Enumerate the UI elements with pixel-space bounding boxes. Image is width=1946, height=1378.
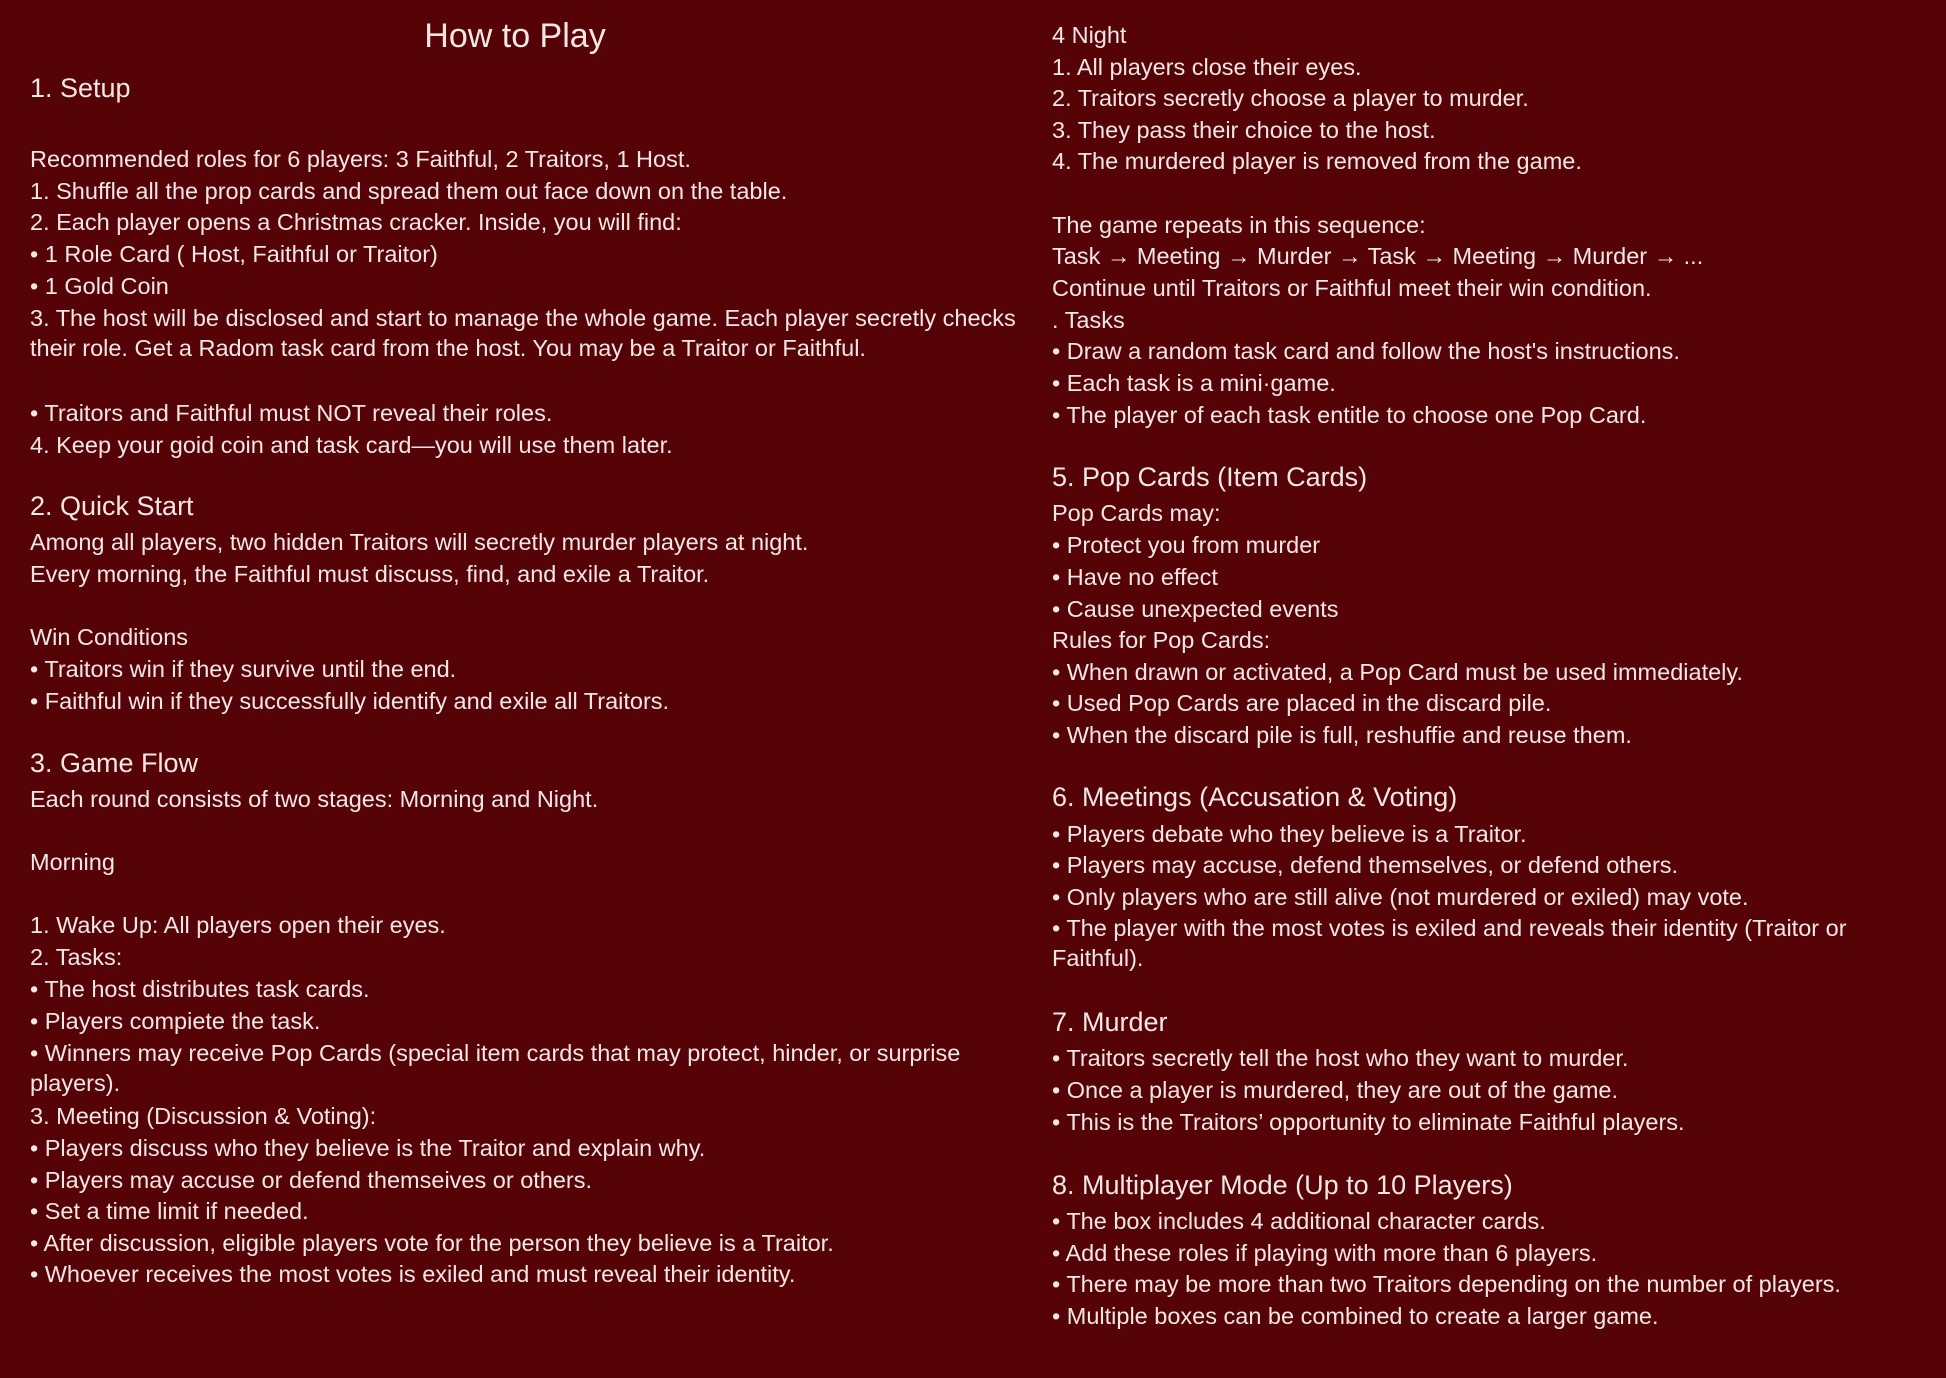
section-heading: 7. Murder xyxy=(1052,1007,1168,1037)
text-line: • This is the Traitors’ opportunity to eliminate Faithful players. xyxy=(1052,1109,1685,1135)
text-line: • There may be more than two Traitors depending on the number of players. xyxy=(1052,1271,1841,1297)
text-line: The game repeats in this sequence: xyxy=(1052,212,1426,238)
section-heading: 3. Game Flow xyxy=(30,748,199,778)
text-line: • Traitors and Faithful must NOT reveal their roles. xyxy=(30,400,553,426)
text-line: 2. Tasks: xyxy=(30,944,123,970)
text-line: Pop Cards may: xyxy=(1052,500,1221,526)
text-line: • Whoever receives the most votes is exiled and must reveal their identity. xyxy=(30,1261,796,1287)
text-line: 1. All players close their eyes. xyxy=(1052,54,1362,80)
text-line: • When the discard pile is full, reshuffie and reuse them. xyxy=(1052,722,1632,748)
text-line: • Each task is a mini·game. xyxy=(1052,370,1336,396)
text-line: • Traitors secretly tell the host who they want to murder. xyxy=(1052,1045,1629,1071)
text-line: • Players debate who they believe is a Traitor. xyxy=(1052,821,1527,847)
text-line: • Faithful win if they successfully identify and exile all Traitors. xyxy=(30,688,670,714)
text-line: • Used Pop Cards are placed in the discard pile. xyxy=(1052,690,1552,716)
text-line: • The player of each task entitle to choose one Pop Card. xyxy=(1052,402,1647,428)
text-line: Rules for Pop Cards: xyxy=(1052,627,1271,653)
text-line: Recommended roles for 6 players: 3 Faithful, 2 Traitors, 1 Host. xyxy=(30,146,691,172)
section-heading: 5. Pop Cards (Item Cards) xyxy=(1052,462,1368,492)
text-line: 4. Keep your goid coin and task card—you will use them later. xyxy=(30,432,673,458)
text-line: • 1 Gold Coin xyxy=(30,273,169,299)
text-line: . Tasks xyxy=(1052,307,1125,333)
page-title: How to Play xyxy=(424,17,606,55)
text-line: • Draw a random task card and follow the host's instructions. xyxy=(1052,338,1680,364)
text-line: 1. Wake Up: All players open their eyes. xyxy=(30,912,446,938)
text-line: • Have no effect xyxy=(1052,564,1218,590)
text-line: Win Conditions xyxy=(30,624,189,650)
text-line: • Players discuss who they believe is the Traitor and explain why. xyxy=(30,1135,706,1161)
text-line: 4. The murdered player is removed from the game. xyxy=(1052,148,1582,174)
text-line: • When drawn or activated, a Pop Card must be used immediately. xyxy=(1052,659,1743,685)
text-line: • Set a time limit if needed. xyxy=(30,1198,309,1224)
text-line: Continue until Traitors or Faithful meet their win condition. xyxy=(1052,275,1652,301)
text-line: • Only players who are still alive (not murdered or exiled) may vote. xyxy=(1052,884,1749,910)
text-line: • The player with the most votes is exiled and reveals their identity (Traitor or Faithful). xyxy=(1052,915,1847,971)
text-line: • The box includes 4 additional character cards. xyxy=(1052,1208,1546,1234)
text-line: 2. Each player opens a Christmas cracker. Inside, you will find: xyxy=(30,209,682,235)
text-line: 3. The host will be disclosed and start to manage the whole game. Each player secretly checks their role. Get a Radom task card from the host. You may be a Traitor or Faithful. xyxy=(30,305,1016,361)
section-heading: 6. Meetings (Accusation & Voting) xyxy=(1052,782,1458,812)
text-line: • 1 Role Card ( Host, Faithful or Traitor) xyxy=(30,241,438,267)
text-line: • After discussion, eligible players vote for the person they believe is a Traitor. xyxy=(30,1230,834,1256)
text-line: • Players may accuse or defend themseives or others. xyxy=(30,1167,593,1193)
text-line: Among all players, two hidden Traitors will secretly murder players at night. xyxy=(30,529,809,555)
text-line: • Cause unexpected events xyxy=(1052,596,1339,622)
text-line: • Players compiete the task. xyxy=(30,1008,321,1034)
text-line: 4 Night xyxy=(1052,22,1127,48)
text-line: Every morning, the Faithful must discuss, find, and exile a Traitor. xyxy=(30,561,710,587)
text-line: 3. Meeting (Discussion & Voting): xyxy=(30,1103,377,1129)
section-heading: 8. Multiplayer Mode (Up to 10 Players) xyxy=(1052,1170,1513,1200)
text-line: 2. Traitors secretly choose a player to murder. xyxy=(1052,85,1529,111)
text-line: • Winners may receive Pop Cards (special item cards that may protect, hinder, or surprise players). xyxy=(30,1040,961,1096)
section-heading: 2. Quick Start xyxy=(30,491,194,521)
text-line: Morning xyxy=(30,849,115,875)
text-line: • The host distributes task cards. xyxy=(30,976,370,1002)
text-line: 1. Shuffle all the prop cards and spread them out face down on the table. xyxy=(30,178,788,204)
text-line: • Protect you from murder xyxy=(1052,532,1321,558)
text-line: Task → Meeting → Murder → Task → Meeting → Murder → ... xyxy=(1052,243,1704,269)
text-line: • Multiple boxes can be combined to create a larger game. xyxy=(1052,1303,1659,1329)
text-line: 3. They pass their choice to the host. xyxy=(1052,117,1436,143)
section-heading: 1. Setup xyxy=(30,73,131,103)
text-line: • Add these roles if playing with more than 6 players. xyxy=(1052,1240,1598,1266)
text-line: Each round consists of two stages: Morning and Night. xyxy=(30,786,599,812)
text-line: • Traitors win if they survive until the end. xyxy=(30,656,457,682)
text-line: • Once a player is murdered, they are out of the game. xyxy=(1052,1077,1618,1103)
text-line: • Players may accuse, defend themselves, or defend others. xyxy=(1052,852,1679,878)
